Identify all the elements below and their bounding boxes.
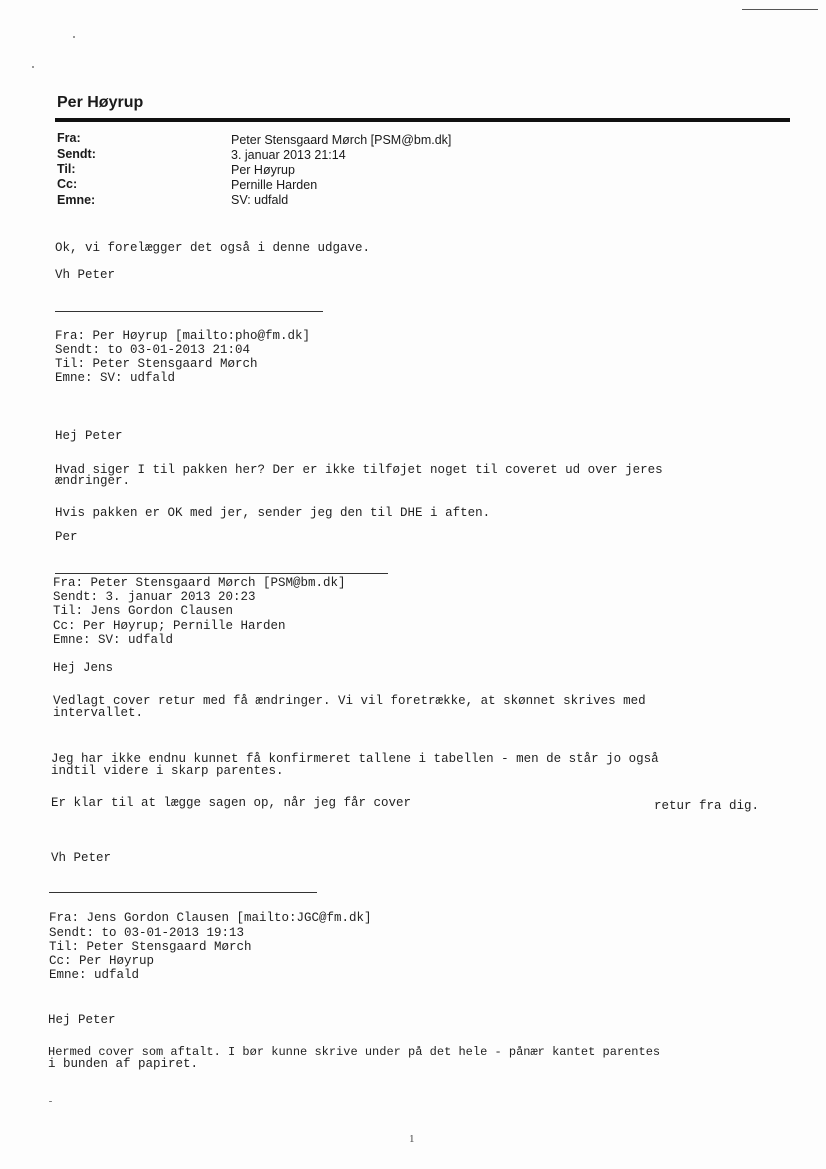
- quote-signoff: Per: [55, 530, 78, 544]
- message-signoff: Vh Peter: [55, 268, 116, 282]
- quote-text: Hvis pakken er OK med jer, sender jeg den til DHE i aften.: [55, 506, 491, 520]
- corner-mark: [742, 9, 818, 10]
- quote-cc: Cc: Per Høyrup: [49, 954, 155, 968]
- quote-text: intervallet.: [53, 706, 144, 720]
- header-rule: [55, 118, 790, 122]
- quote-separator: [55, 573, 388, 574]
- header-value-cc: Pernille Harden: [231, 178, 318, 192]
- quote-subject: Emne: SV: udfald: [53, 633, 174, 647]
- quote-cc: Cc: Per Høyrup; Pernille Harden: [53, 619, 286, 633]
- quote-greeting: Hej Jens: [53, 661, 114, 675]
- header-label-cc: Cc:: [57, 177, 78, 191]
- header-label-subject: Emne:: [57, 193, 96, 207]
- quote-text: Hvad siger I til pakken her? Der er ikke tilføjet noget til coveret ud over jeres: [55, 463, 663, 477]
- quote-sent: Sendt: to 03-01-2013 21:04: [55, 343, 251, 357]
- mailbox-owner-name: Per Høyrup: [57, 94, 144, 111]
- quote-separator: [55, 311, 323, 312]
- scan-speck: [49, 1101, 52, 1102]
- message-text: Ok, vi forelægger det også i denne udgave.: [55, 241, 371, 255]
- quote-text: Hermed cover som aftalt. I bør kunne skrive under på det hele - pånær kantet parentes: [48, 1045, 661, 1059]
- quote-sent: Sendt: 3. januar 2013 20:23: [53, 590, 256, 604]
- quote-text: indtil videre i skarp parentes.: [51, 764, 284, 778]
- quote-separator: [49, 892, 317, 893]
- header-label-sent: Sendt:: [57, 147, 96, 161]
- quote-text: retur fra dig.: [654, 799, 760, 813]
- quote-greeting: Hej Peter: [48, 1013, 116, 1027]
- quote-to: Til: Peter Stensgaard Mørch: [49, 940, 252, 954]
- header-value-sent: 3. januar 2013 21:14: [231, 148, 346, 162]
- header-label-to: Til:: [57, 162, 76, 176]
- page-number: 1: [409, 1133, 415, 1145]
- quote-text: Vedlagt cover retur med få ændringer. Vi vil foretrække, at skønnet skrives med: [53, 694, 646, 708]
- quote-sent: Sendt: to 03-01-2013 19:13: [49, 926, 245, 940]
- header-value-to: Per Høyrup: [231, 163, 295, 177]
- scan-speck: [32, 66, 34, 68]
- quote-from: Fra: Peter Stensgaard Mørch [PSM@bm.dk]: [53, 576, 346, 590]
- quote-text: i bunden af papiret.: [48, 1057, 199, 1071]
- quote-text: ændringer.: [55, 474, 131, 488]
- quote-to: Til: Peter Stensgaard Mørch: [55, 357, 258, 371]
- scan-speck: [73, 36, 75, 38]
- quote-text: Er klar til at lægge sagen op, når jeg får cover: [51, 796, 412, 810]
- quote-from: Fra: Jens Gordon Clausen [mailto:JGC@fm.dk]: [49, 911, 372, 925]
- header-label-from: Fra:: [57, 131, 81, 145]
- quote-subject: Emne: SV: udfald: [55, 371, 176, 385]
- quote-from: Fra: Per Høyrup [mailto:pho@fm.dk]: [55, 329, 311, 343]
- quote-signoff: Vh Peter: [51, 851, 112, 865]
- header-value-subject: SV: udfald: [231, 193, 289, 207]
- quote-subject: Emne: udfald: [49, 968, 140, 982]
- quote-text: Jeg har ikke endnu kunnet få konfirmeret tallene i tabellen - men de står jo også: [51, 752, 659, 766]
- header-value-from: Peter Stensgaard Mørch [PSM@bm.dk]: [231, 133, 452, 147]
- quote-to: Til: Jens Gordon Clausen: [53, 604, 234, 618]
- quote-greeting: Hej Peter: [55, 429, 123, 443]
